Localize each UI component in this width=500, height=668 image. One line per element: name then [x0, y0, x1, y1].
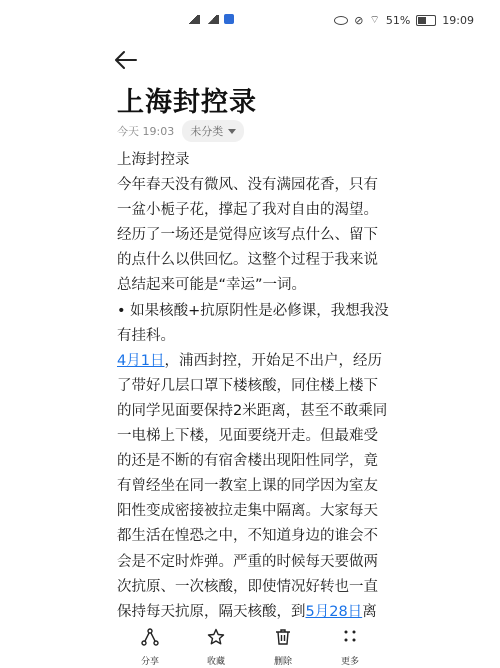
battery-icon — [416, 15, 436, 26]
body-paragraph: 4月1日，浦西封控，开始足不出户，经历了带好几层口罩下楼核酸，同住楼上楼下的同学见面要保持2米距离，甚至不敢乘同一电梯上下楼，见面要绕开走。但最难受的还是不断的有宿舍楼出现阳性同学，竟有曾经坐在同一教室上课的同学因为室友阳性变成密接被拉走集中隔离。大家每天都生活在惶恐之中，不知道身边的谁会不会是不定时炸弹。严重的时候每天要做两次抗原、一次核酸，即使情况好转也一直保持每天抗原，隔天核酸，到5月28日离 — [117, 352, 388, 620]
back-button[interactable] — [114, 50, 140, 72]
signal-icon — [186, 15, 200, 24]
status-bar — [0, 0, 500, 40]
star-icon — [207, 628, 225, 646]
note-title[interactable]: 上海封控录 — [117, 87, 257, 118]
more-label: 更多 — [340, 657, 359, 667]
favorite-label: 收藏 — [206, 657, 225, 667]
body-paragraph: • 如果核酸+抗原阴性是必修课，我想我没有挂科。 — [117, 302, 389, 344]
date-link[interactable]: 4月1日 — [117, 352, 165, 369]
body-paragraph: 上海封控录 — [117, 152, 190, 168]
dropdown-triangle-icon — [228, 129, 236, 134]
body-paragraph: 今年春天没有微风、没有满园花香，只有一盆小栀子花，撑起了我对自由的渴望。经历了一场还是觉得应该写点什么、留下的点什么以供回忆。这整个过程于我来说总结起来可能是“幸运”一词。 — [117, 177, 378, 294]
note-timestamp: 今天 19:03 — [117, 125, 175, 138]
battery-percent: 51% — [385, 13, 411, 27]
signal-icon-2 — [205, 15, 219, 24]
delete-label: 删除 — [273, 657, 292, 667]
status-right-icons — [334, 13, 474, 27]
favorite-button[interactable] — [191, 628, 241, 668]
back-arrow-icon — [114, 50, 138, 70]
note-meta — [117, 120, 244, 142]
category-label: 未分类 — [190, 125, 224, 138]
note-body[interactable] — [117, 148, 389, 650]
trash-icon — [274, 628, 292, 646]
eye-comfort-icon — [334, 16, 348, 25]
status-left-icons — [186, 14, 234, 24]
category-dropdown[interactable] — [182, 120, 244, 142]
app-notification-icon — [224, 14, 234, 24]
share-button[interactable] — [125, 628, 175, 668]
share-icon — [141, 628, 159, 646]
more-button[interactable] — [325, 628, 375, 668]
wifi-icon: ⌔ — [369, 13, 380, 26]
more-dots-icon — [341, 628, 359, 646]
date-link[interactable]: 5月28日 — [305, 603, 363, 620]
mute-icon: ⊘ — [354, 13, 364, 27]
share-label: 分享 — [140, 657, 159, 667]
delete-button[interactable] — [258, 628, 308, 668]
bottom-toolbar — [0, 622, 500, 666]
clock: 19:09 — [442, 13, 474, 27]
